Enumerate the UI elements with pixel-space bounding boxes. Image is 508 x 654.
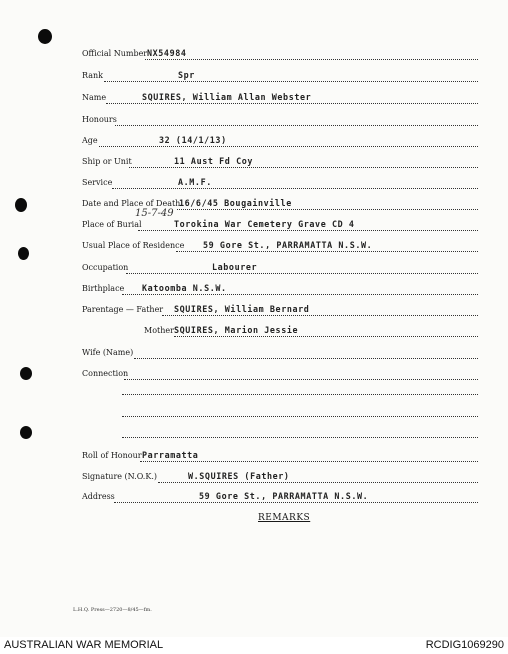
field-place-of-burial: [82, 219, 478, 233]
field-label: Usual Place of Residence: [82, 241, 185, 250]
punch-hole: [18, 247, 29, 260]
name-value: SQUIRES, William Allan Webster: [142, 92, 312, 102]
service-value: A.M.F.: [178, 177, 212, 187]
birthplace-value: Katoomba N.S.W.: [142, 283, 227, 293]
field-connection: [82, 368, 478, 382]
field-occupation: [82, 262, 478, 276]
footer-record-id: RCDIG1069290: [425, 639, 504, 651]
rank-value: Spr: [178, 70, 195, 80]
ship-or-unit-value: 11 Aust Fd Coy: [174, 156, 253, 166]
field-label: Ship or Unit: [82, 157, 132, 166]
date-place-death-value: 16/6/45 Bougainville: [179, 198, 292, 208]
dotted-line: [104, 81, 478, 82]
punch-hole: [38, 29, 52, 44]
field-label: Place of Burial: [82, 220, 142, 229]
field-label: Signature (N.O.K.): [82, 472, 157, 481]
connection-continuation-line: [122, 416, 478, 417]
field-usual-residence: [82, 240, 478, 254]
punch-hole: [20, 426, 32, 439]
field-rank: [82, 70, 478, 84]
printer-imprint: L.H.Q. Press—2720—8/45—fm.: [73, 607, 152, 613]
field-address: [82, 491, 478, 505]
field-signature: [82, 471, 478, 485]
field-service: [82, 177, 478, 191]
handwritten-note: 15-7-49: [135, 208, 174, 219]
punch-hole: [15, 198, 27, 212]
field-label: Connection: [82, 369, 129, 378]
field-label: Wife (Name): [82, 348, 134, 357]
field-label: Honours: [82, 115, 117, 124]
field-honours: [82, 114, 478, 128]
dotted-line: [126, 273, 478, 274]
field-mother: [144, 325, 478, 339]
field-label: Rank: [82, 71, 103, 80]
official-number-value: NX54984: [147, 48, 187, 58]
field-label: Occupation: [82, 263, 129, 272]
field-birthplace: [82, 283, 478, 297]
connection-continuation-line: [122, 394, 478, 395]
field-name: [82, 92, 478, 106]
punch-hole: [20, 367, 32, 380]
mother-value: SQUIRES, Marion Jessie: [174, 325, 299, 335]
field-label: Mother: [144, 326, 174, 335]
age-value: 32 (14/1/13): [159, 135, 227, 145]
father-value: SQUIRES, William Bernard: [174, 304, 310, 314]
address-value: 59 Gore St., PARRAMATTA N.S.W.: [199, 491, 369, 501]
place-of-burial-value: Torokina War Cemetery Grave CD 4: [174, 219, 355, 229]
field-label: Roll of Honour: [82, 451, 142, 460]
field-age: [82, 135, 478, 149]
occupation-value: Labourer: [212, 262, 258, 272]
dotted-line: [99, 146, 478, 147]
archive-footer: [0, 637, 508, 654]
footer-institution: AUSTRALIAN WAR MEMORIAL: [4, 639, 164, 651]
field-roll-of-honour: [82, 450, 478, 464]
field-official-number: [82, 48, 478, 62]
roll-of-honour-value: Parramatta: [142, 450, 199, 460]
field-label: Date and Place of Death: [82, 199, 181, 208]
field-father: [82, 304, 478, 318]
field-wife: [82, 347, 478, 361]
usual-residence-value: 59 Gore St., PARRAMATTA N.S.W.: [203, 240, 373, 250]
dotted-line: [112, 188, 478, 189]
dotted-line: [145, 59, 478, 60]
field-ship-or-unit: [82, 156, 478, 170]
field-label: Service: [82, 178, 113, 187]
field-label: Official Number: [82, 49, 148, 58]
field-label: Name: [82, 93, 107, 102]
remarks-heading: REMARKS: [258, 513, 311, 523]
connection-continuation-line: [122, 437, 478, 438]
dotted-line: [115, 125, 478, 126]
field-label: Birthplace: [82, 284, 125, 293]
field-label: Age: [82, 136, 98, 145]
field-label: Address: [82, 492, 115, 501]
dotted-line: [124, 379, 478, 380]
dotted-line: [134, 358, 478, 359]
field-label: Parentage — Father: [82, 305, 164, 314]
signature-value: W.SQUIRES (Father): [188, 471, 290, 481]
